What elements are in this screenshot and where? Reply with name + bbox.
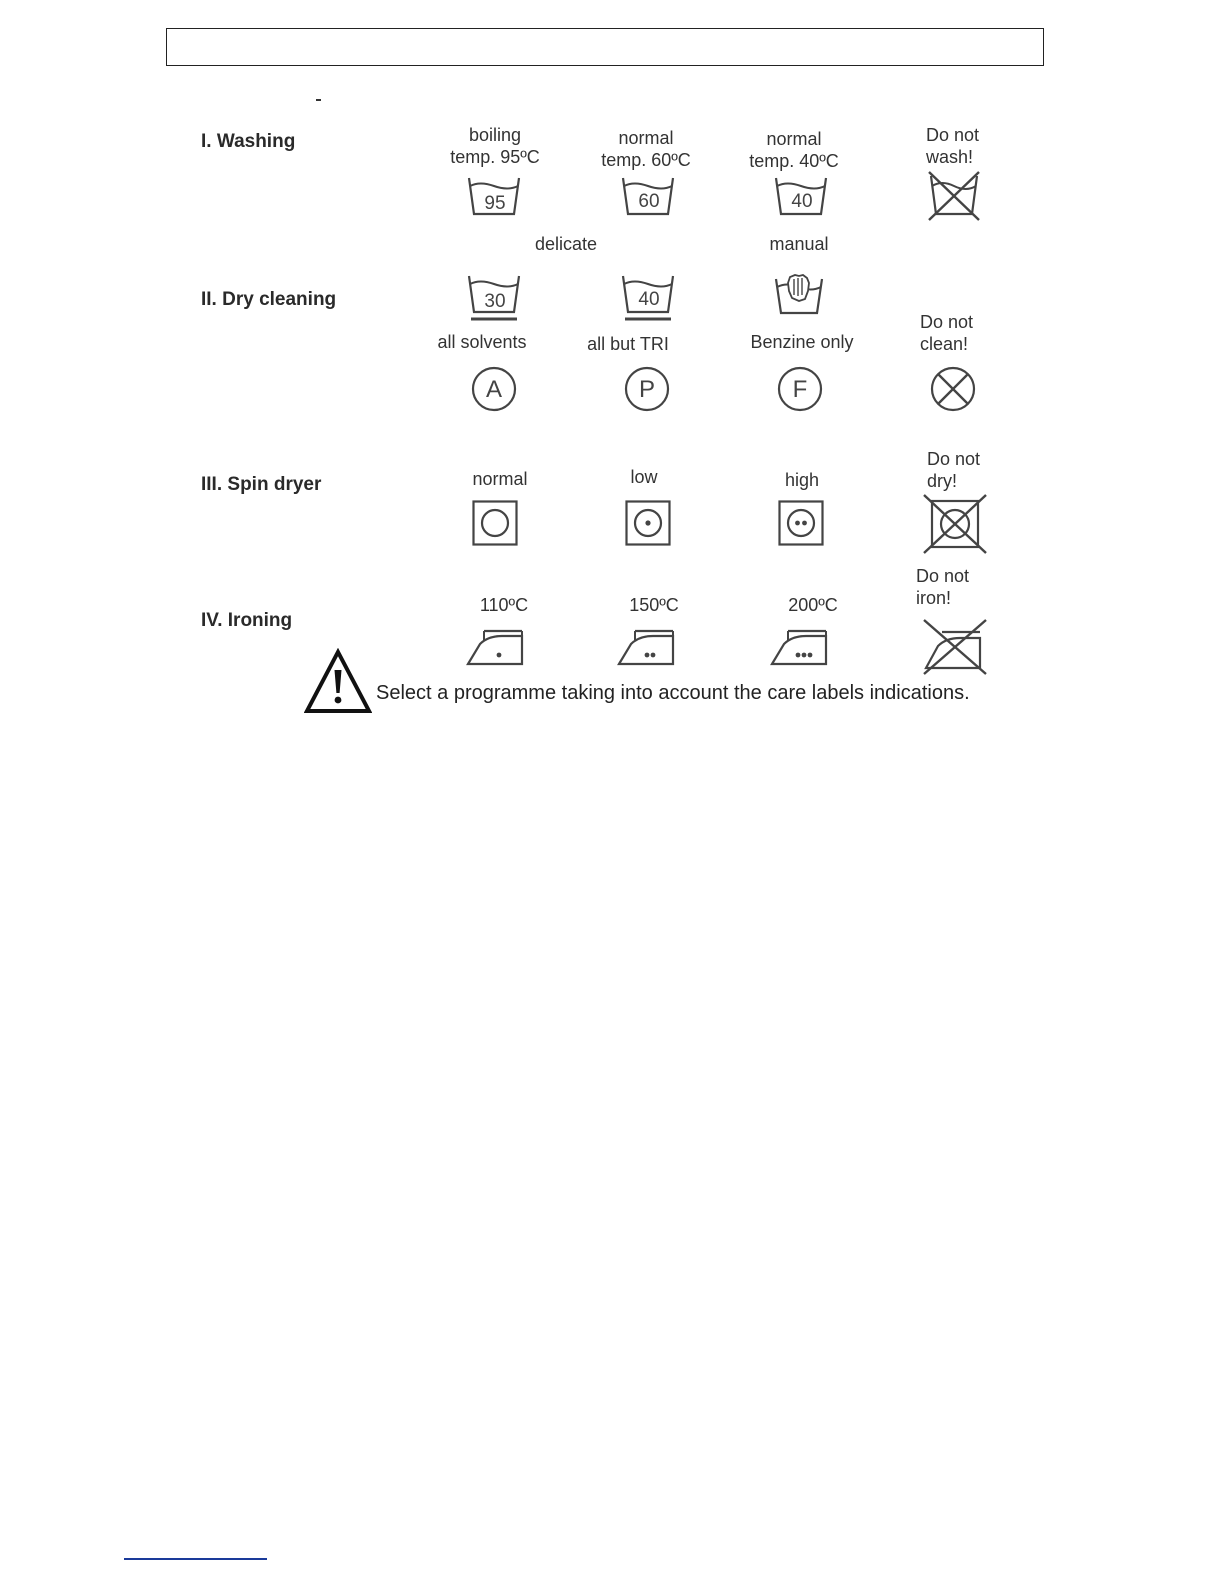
wash-tub-40-number: 40: [791, 191, 813, 212]
label-do-not-clean: [920, 311, 1000, 355]
label-do-not-iron-line2: iron!: [916, 588, 952, 608]
label-boiling-line2: temp. 95ºC: [450, 147, 540, 167]
label-high-dry: high: [784, 470, 820, 490]
label-low-dry: low: [630, 467, 658, 487]
label-normal-40-line1: normal: [766, 129, 822, 149]
delicate-tub-30-icon: [466, 274, 522, 324]
label-do-not-iron: [916, 565, 996, 609]
warning-icon: [304, 648, 372, 719]
label-benzine-only: Benzine only: [750, 332, 854, 352]
tumble-dry-normal-icon: [472, 500, 518, 546]
label-normal-dry: normal: [472, 469, 528, 489]
label-all-solvents: all solvents: [437, 332, 527, 352]
label-manual: manual: [769, 234, 829, 254]
section-title-ironing: IV. Ironing: [201, 610, 293, 631]
label-boiling-line1: boiling: [468, 125, 522, 145]
stray-mark: [316, 99, 321, 101]
header-box: [166, 28, 1044, 66]
circle-a-letter: A: [485, 376, 503, 403]
circle-a-icon: [471, 366, 517, 412]
do-not-wash-icon: [926, 170, 982, 222]
warning-text: Select a programme taking into account the care labels indications.: [376, 682, 970, 704]
delicate-tub-40-icon: [620, 274, 676, 324]
label-do-not-clean-line2: clean!: [920, 334, 969, 354]
label-do-not-dry-line2: dry!: [927, 471, 958, 491]
circle-f-icon: [777, 366, 823, 412]
circle-f-letter: F: [792, 376, 808, 403]
label-boiling: [445, 124, 545, 168]
wash-tub-95-icon: [466, 176, 522, 218]
label-iron-150: 150ºC: [629, 595, 679, 615]
section-title-dry-cleaning: II. Dry cleaning: [201, 289, 337, 310]
do-not-iron-icon: [920, 618, 990, 678]
wash-tub-40-icon: [773, 176, 829, 218]
do-not-tumble-dry-icon: [922, 493, 988, 555]
iron-low-icon: [466, 628, 526, 668]
iron-medium-icon: [617, 628, 677, 668]
footnote-rule: [124, 1558, 267, 1560]
label-normal-60-line2: temp. 60ºC: [601, 150, 691, 170]
wash-tub-60-number: 60: [638, 191, 660, 212]
delicate-tub-30-number: 30: [484, 291, 506, 312]
label-delicate: delicate: [534, 234, 598, 254]
label-normal-60: [596, 127, 696, 171]
circle-p-letter: P: [638, 376, 656, 403]
label-do-not-wash-line1: Do not: [926, 125, 980, 145]
label-do-not-clean-line1: Do not: [920, 312, 974, 332]
do-not-dry-clean-icon: [930, 366, 976, 412]
circle-p-icon: [624, 366, 670, 412]
wash-tub-60-icon: [620, 176, 676, 218]
label-normal-40-line2: temp. 40ºC: [749, 151, 839, 171]
hand-wash-icon: [773, 273, 825, 315]
wash-tub-95-number: 95: [484, 193, 506, 214]
label-do-not-wash: [926, 124, 1006, 168]
label-do-not-dry-line1: Do not: [927, 449, 981, 469]
label-iron-110: 110ºC: [479, 595, 529, 615]
label-normal-60-line1: normal: [618, 128, 674, 148]
delicate-tub-40-number: 40: [638, 289, 660, 310]
section-title-washing: I. Washing: [201, 131, 296, 152]
label-do-not-iron-line1: Do not: [916, 566, 970, 586]
label-normal-40: [744, 128, 844, 172]
label-do-not-dry: [927, 448, 1007, 492]
tumble-dry-high-icon: [778, 500, 824, 546]
section-title-spin-dryer: III. Spin dryer: [201, 474, 322, 495]
iron-high-icon: [770, 628, 830, 668]
tumble-dry-low-icon: [625, 500, 671, 546]
label-all-but-tri: all but TRI: [587, 334, 669, 354]
label-iron-200: 200ºC: [788, 595, 838, 615]
label-do-not-wash-line2: wash!: [926, 147, 974, 167]
